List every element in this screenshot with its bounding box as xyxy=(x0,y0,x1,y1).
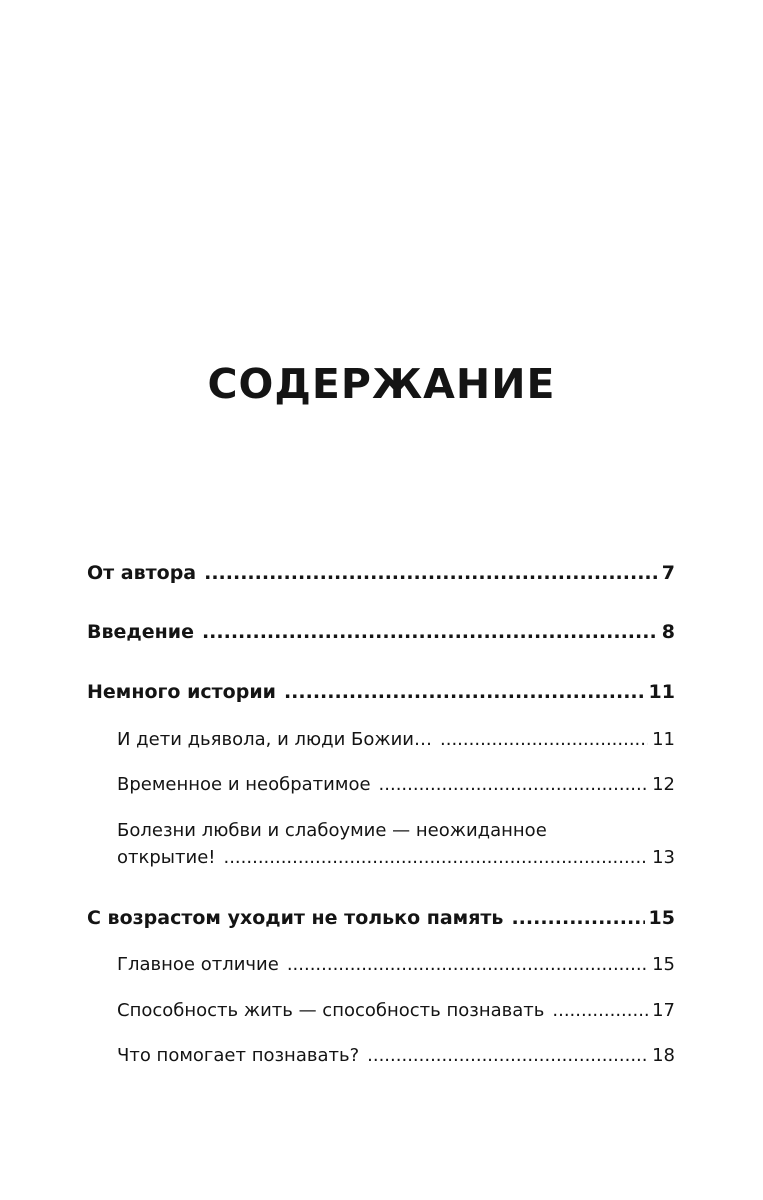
toc-entry-page: 11 xyxy=(652,729,675,750)
toc-entry-label: Что помогает познавать? xyxy=(117,1045,360,1066)
dot-leader xyxy=(204,561,658,585)
dot-leader xyxy=(287,953,648,977)
toc-entry-label: С возрастом уходит не только память xyxy=(87,907,504,929)
dot-leader xyxy=(223,844,648,871)
toc-entry-page: 15 xyxy=(652,954,675,975)
dot-leader xyxy=(367,1044,648,1068)
dot-leader xyxy=(202,620,658,644)
toc-entry-label: Введение xyxy=(87,621,194,643)
toc-entry-label: И дети дьявола, и люди Божии… xyxy=(117,729,433,750)
toc-entry-page: 7 xyxy=(661,562,675,584)
toc-entry-label: Способность жить — способность познавать xyxy=(117,1000,545,1021)
toc-entry-label: Временное и необратимое xyxy=(117,774,371,795)
toc-entry-page: 15 xyxy=(648,907,675,929)
toc-entry-label-continuation: открытие! xyxy=(117,847,216,868)
toc-entry-section xyxy=(117,817,675,871)
toc-entry-chapter xyxy=(87,561,675,585)
toc-entry-section xyxy=(117,1044,675,1068)
toc-entry-chapter xyxy=(87,906,675,930)
toc-entry-label: Немного истории xyxy=(87,681,276,703)
toc-entry-section xyxy=(117,999,675,1023)
dot-leader xyxy=(284,680,645,704)
toc-entry-chapter xyxy=(87,620,675,644)
toc-entry-page: 13 xyxy=(652,847,675,868)
toc-entry-line2 xyxy=(117,844,675,871)
toc-entry-label: Главное отличие xyxy=(117,954,279,975)
toc-entry-label: Болезни любви и слабоумие — неожиданное xyxy=(117,820,547,841)
toc-entry-page: 8 xyxy=(661,621,675,643)
toc-entry-page: 11 xyxy=(648,681,675,703)
dot-leader xyxy=(552,999,648,1023)
toc-entry-label: От автора xyxy=(87,562,197,584)
toc-entry-page: 18 xyxy=(652,1045,675,1066)
dot-leader xyxy=(440,728,648,752)
toc-entry-section xyxy=(117,728,675,752)
dot-leader xyxy=(511,906,644,930)
page-title: СОДЕРЖАНИЕ xyxy=(207,360,556,408)
toc-entry-section xyxy=(117,773,675,797)
toc-entry-page: 17 xyxy=(652,1000,675,1021)
toc-entry-section xyxy=(117,953,675,977)
dot-leader xyxy=(379,773,649,797)
toc-entry-page: 12 xyxy=(652,774,675,795)
toc-entry-chapter xyxy=(87,680,675,704)
